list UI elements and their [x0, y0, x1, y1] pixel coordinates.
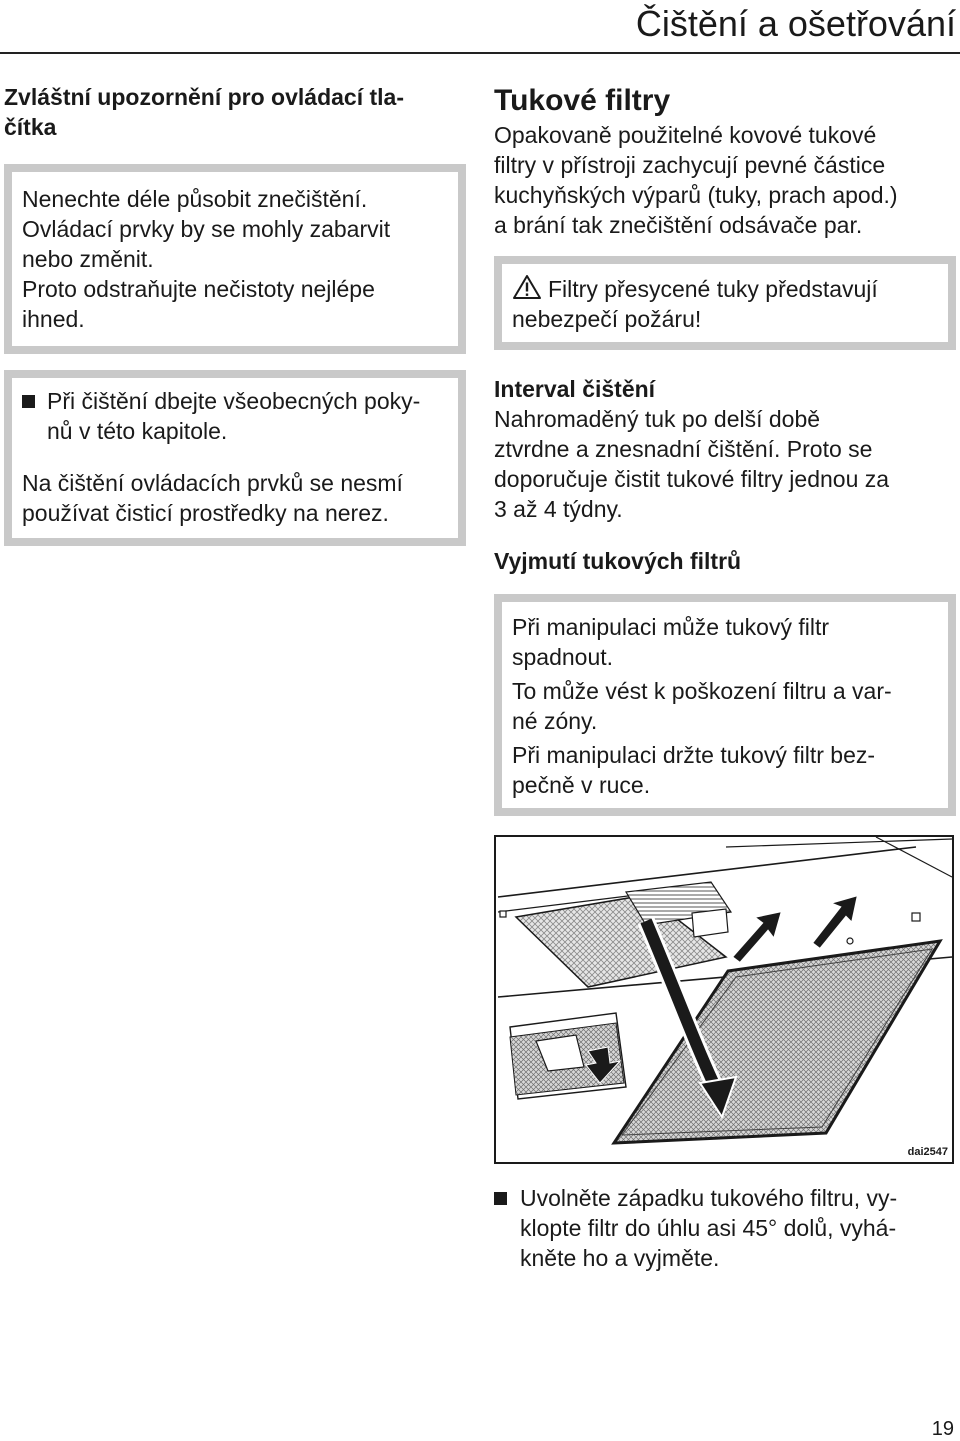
controls-notice-box: [4, 164, 466, 354]
text-line: Filtry přesycené tuky představují: [548, 276, 878, 302]
text-line: Při čištění dbejte všeobecných poky-: [47, 388, 421, 414]
text-line: pečně v ruce.: [512, 772, 651, 798]
text-line: Ovládací prvky by se mohly zabarvit: [22, 216, 391, 242]
notice-text: [22, 184, 446, 334]
text-line: nebezpečí požáru!: [512, 306, 702, 332]
text-line: kněte ho a vyjměte.: [520, 1245, 720, 1271]
square-bullet-icon: [22, 395, 35, 408]
right-column: [494, 82, 956, 816]
text-line: nebo změnit.: [22, 246, 154, 272]
page-number: 19: [931, 1418, 954, 1440]
heading-line: Zvláštní upozornění pro ovládací tla-: [4, 84, 404, 110]
text-line: Proto odstraňujte nečistoty nejlépe: [22, 276, 375, 302]
caution-text: [512, 676, 936, 736]
text-line: né zóny.: [512, 708, 598, 734]
filter-removal-illustration: [494, 835, 954, 1164]
text-line: ztvrdne a znesnadní čištění. Proto se: [494, 436, 873, 462]
caution-text: [512, 740, 936, 800]
text-line: kuchyňských výparů (tuky, prach apod.): [494, 182, 898, 208]
text-line: Nahromaděný tuk po delší době: [494, 406, 821, 432]
text-line: ihned.: [22, 306, 85, 332]
caution-text: [512, 612, 936, 672]
interval-heading: Interval čištění: [494, 376, 656, 402]
text-line: Opakovaně použitelné kovové tukové: [494, 122, 877, 148]
text-line: klopte filtr do úhlu asi 45° dolů, vyhá-: [520, 1215, 897, 1241]
bullet-item: [22, 386, 448, 446]
bullet-item: [494, 1183, 956, 1273]
controls-instruction-box: [4, 370, 466, 546]
text-line: doporučuje čistit tukové filtry jednou za: [494, 466, 890, 492]
text-line: Při manipulaci držte tukový filtr bez-: [512, 742, 876, 768]
figure-code-label: dai2547: [907, 1146, 948, 1158]
warning-text: [512, 274, 936, 334]
text-line: 3 až 4 týdny.: [494, 496, 623, 522]
text-line: a brání tak znečištění odsávače par.: [494, 212, 863, 238]
removal-step: [494, 1183, 956, 1273]
cleaner-restriction-text: [22, 468, 448, 528]
text-line: To může vést k poškození filtru a var-: [512, 678, 892, 704]
header-rule: [0, 52, 960, 54]
fire-warning-box: [494, 256, 956, 350]
bullet-text: [47, 386, 420, 446]
text-line: Nenechte déle působit znečištění.: [22, 186, 368, 212]
intro-paragraph: [494, 120, 956, 240]
removal-heading: Vyjmutí tukových filtrů: [494, 548, 742, 574]
text-line: Při manipulaci může tukový filtr: [512, 614, 829, 640]
text-line: spadnout.: [512, 644, 614, 670]
interval-paragraph: [494, 404, 956, 524]
page-title: Čištění a ošetřování: [635, 3, 956, 44]
step-text: [520, 1183, 897, 1273]
handling-caution-box: [494, 594, 956, 816]
text-line: Uvolněte západku tukového filtru, vy-: [520, 1185, 898, 1211]
text-line: používat čisticí prostředky na nerez.: [22, 500, 389, 526]
left-column: [4, 82, 466, 546]
heading-line: čítka: [4, 114, 57, 140]
controls-section-heading: [4, 82, 466, 142]
grease-filters-heading: Tukové filtry: [494, 84, 671, 117]
text-line: filtry v přístroji zachycují pevné částice: [494, 152, 886, 178]
warning-triangle-icon: [512, 274, 542, 300]
square-bullet-icon: [494, 1192, 507, 1205]
text-line: nů v této kapitole.: [47, 418, 228, 444]
text-line: Na čištění ovládacích prvků se nesmí: [22, 470, 403, 496]
filter-removal-drawing: [496, 837, 952, 1162]
